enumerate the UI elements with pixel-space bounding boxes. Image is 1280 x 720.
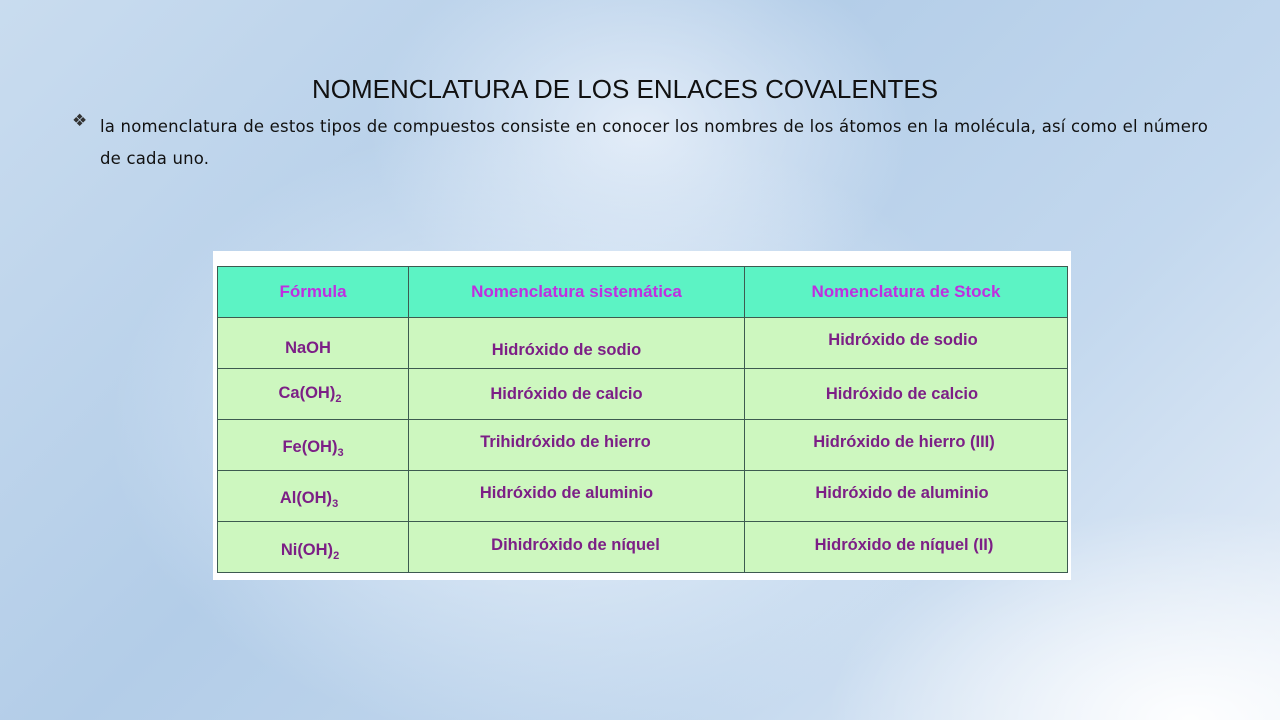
systematic-cell (409, 522, 745, 573)
table-row (218, 318, 1068, 369)
formula-subscript: 3 (332, 497, 339, 510)
formula-subscript: 2 (333, 549, 340, 562)
formula-cell (218, 420, 409, 471)
formula-subscript: 2 (335, 392, 342, 405)
table-row (218, 522, 1068, 573)
table-row (218, 420, 1068, 471)
systematic-name: Dihidróxido de níquel (491, 535, 660, 554)
formula-cell (218, 369, 409, 420)
nomenclature-table (217, 266, 1068, 573)
formula-text: Fe(OH) (282, 437, 338, 456)
slide-title: NOMENCLATURA DE LOS ENLACES COVALENTES (311, 74, 939, 104)
stock-name: Hidróxido de hierro (III) (813, 432, 995, 451)
bullet-text: la nomenclatura de estos tipos de compuestos consiste en conocer los nombres de los átomos en la molécula, así como el número de cada uno. (100, 117, 1209, 168)
nomenclature-table-image (213, 251, 1071, 580)
stock-cell (745, 522, 1068, 573)
systematic-cell (409, 471, 745, 522)
stock-cell (745, 420, 1068, 471)
systematic-name: Hidróxido de aluminio (479, 483, 654, 502)
formula-cell (218, 318, 409, 369)
formula-text: Ni(OH) (280, 540, 334, 559)
header-formula: Fórmula (218, 267, 409, 318)
formula-cell (218, 471, 409, 522)
formula-text: NaOH (285, 338, 331, 357)
stock-name: Hidróxido de calcio (825, 384, 979, 403)
header-stock: Nomenclatura de Stock (745, 267, 1068, 318)
systematic-cell (409, 420, 745, 471)
stock-name: Hidróxido de aluminio (815, 483, 989, 502)
stock-cell (745, 471, 1068, 522)
table-row (218, 471, 1068, 522)
systematic-name: Trihidróxido de hierro (480, 432, 651, 451)
table-header-row (218, 267, 1068, 318)
systematic-cell (409, 318, 745, 369)
systematic-name: Hidróxido de calcio (490, 384, 643, 403)
systematic-cell (409, 369, 745, 420)
systematic-name: Hidróxido de sodio (491, 340, 642, 359)
formula-cell (218, 522, 409, 573)
stock-cell (745, 318, 1068, 369)
formula-text: Ca(OH) (278, 383, 336, 402)
formula-subscript: 3 (337, 446, 344, 459)
stock-name: Hidróxido de níquel (II) (814, 535, 994, 554)
four-diamond-bullet-icon: ❖ (72, 111, 88, 131)
table-row (218, 369, 1068, 420)
formula-text: Al(OH) (279, 488, 333, 507)
header-systematic: Nomenclatura sistemática (409, 267, 745, 318)
stock-cell (745, 369, 1068, 420)
stock-name: Hidróxido de sodio (828, 330, 978, 349)
